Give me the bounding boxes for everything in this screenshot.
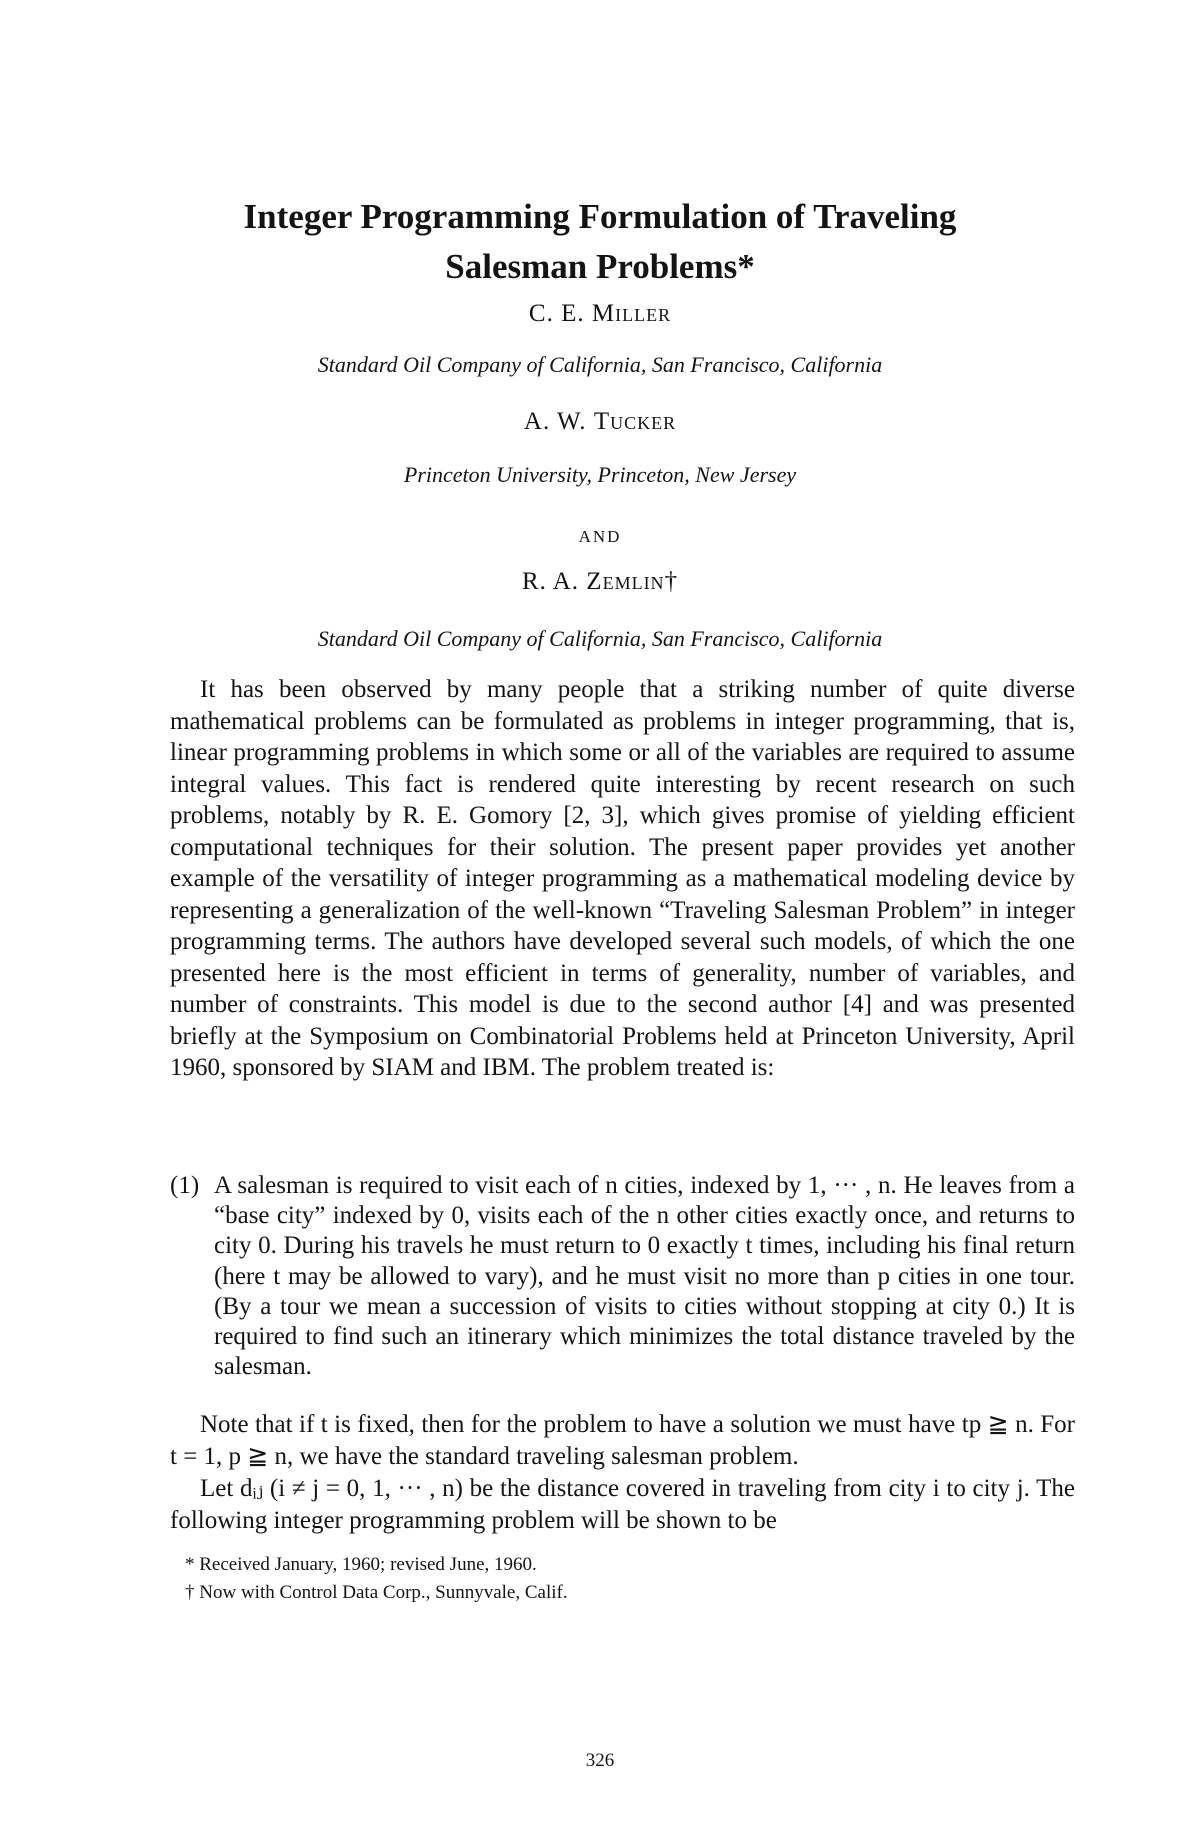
author-3-mark: † — [664, 568, 679, 595]
author-3-initials: R. A. — [521, 568, 580, 595]
problem-text: A salesman is required to visit each of n cities, indexed by 1, ··· , n. He leaves from a “base city” indexed by 0, visits each of the n other cities exactly once, and returns to city 0. During his travels he must return to 0 exactly t times, including his final return (here t may be allowed to vary), and he must visit no more than p cities in one tour. (By a tour we mean a succession of visits to cities without stopping at city 0.) It is required to find such an itinerary which minimizes the total distance traveled by the salesman. — [214, 1172, 1075, 1381]
paragraph-note — [170, 1409, 1075, 1472]
footnote-affiliation: † Now with Control Data Corp., Sunnyvale, Calif. — [185, 1582, 568, 1603]
author-3-surname: Zemlin — [586, 568, 665, 595]
paragraph-note-line-1: Note that if t is fixed, then for the problem to have a solution we must have — [200, 1411, 956, 1438]
problem-statement — [170, 1171, 1075, 1382]
author-2-affiliation: Princeton University, Princeton, New Jersey — [403, 462, 797, 487]
author-3-affiliation: Standard Oil Company of California, San Francisco, California — [317, 626, 883, 651]
footnote-received: * Received January, 1960; revised June, 1960. — [185, 1554, 537, 1575]
title-line-1: Integer Programming Formulation of Traveling — [243, 197, 957, 236]
paragraph-intro: It has been observed by many people that a striking number of quite diverse mathematical problems can be formulated as problems in integer programming, that is, linear programming problems in which some or all of the variables are required to assume integral values. This fact is rendered quite interesting by recent research on such problems, notably by R. E. Gomory [2, 3], which gives promise of yielding efficient computational techniques for their solution. The present paper provides yet another example of the versatility of integer programming as a mathematical modeling device by representing a generalization of the well-known “Traveling Salesman Problem” in integer programming terms. The authors have developed several such models, of which the one presented here is the most efficient in terms of generality, number of variables, and number of constraints. This model is due to the second author [4] and was presented briefly at the Symposium on Combinatorial Problems held at Princeton University, April 1960, sponsored by SIAM and IBM. The problem treated is: — [170, 676, 1075, 1081]
author-2-initials: A. W. — [523, 408, 587, 435]
and-separator: AND — [578, 527, 622, 546]
author-2-surname: Tucker — [593, 408, 677, 435]
author-1-initials: C. E. — [528, 300, 585, 327]
paper-title — [150, 192, 1050, 292]
author-1-affiliation: Standard Oil Company of California, San Francisco, California — [317, 352, 883, 377]
author-1 — [150, 300, 1050, 328]
author-2 — [150, 408, 1050, 436]
paragraph-distance: Let dᵢⱼ (i ≠ j = 0, 1, ··· , n) be the distance covered in traveling from city i to city j. The following integer programming problem will be shown to be — [170, 1475, 1075, 1534]
title-line-2: Salesman Problems* — [445, 247, 755, 286]
paragraph-note-line-2: tp ≧ n. For t = 1, p ≧ n, we have the standard traveling salesman problem. — [170, 1411, 1076, 1470]
author-1-surname: Miller — [591, 300, 672, 327]
author-3 — [150, 568, 1050, 596]
page-number: 326 — [585, 1750, 615, 1771]
problem-number: (1) — [170, 1172, 200, 1199]
